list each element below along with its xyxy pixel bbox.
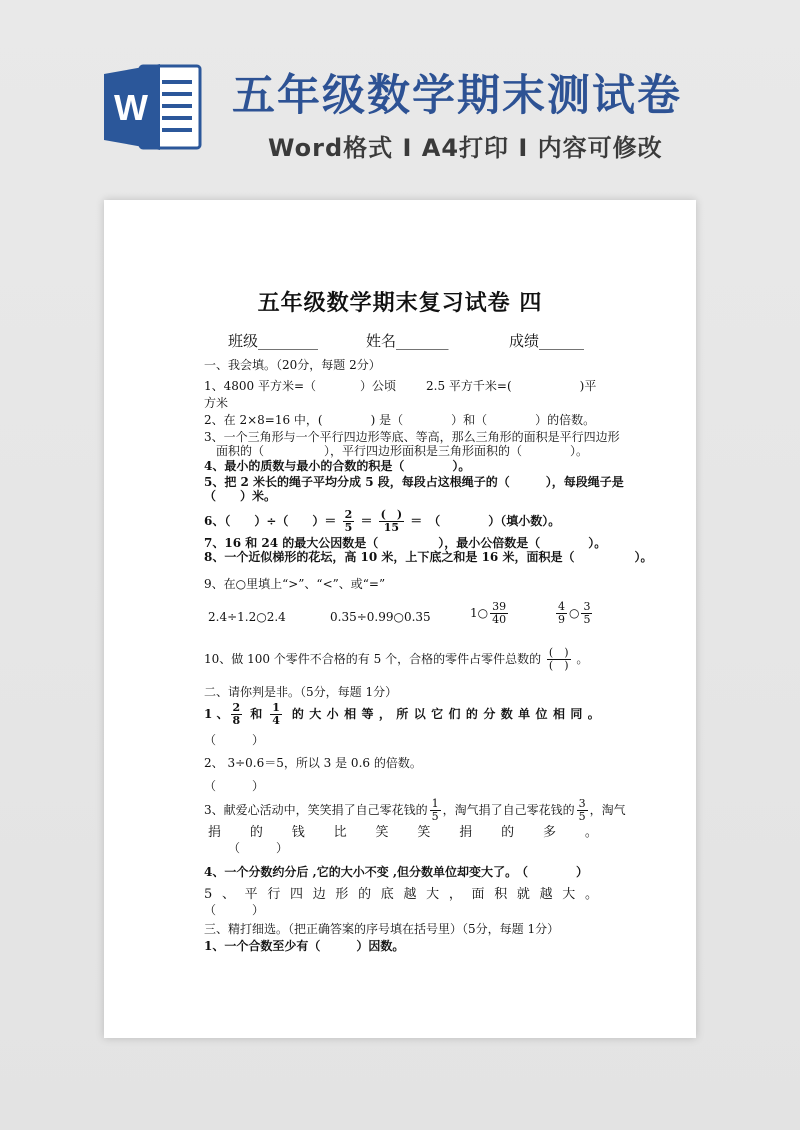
fraction: $\frac{4}{9}$ bbox=[558, 600, 565, 626]
section1-heading: 一、我会填。（20分，每题 2分） bbox=[204, 358, 381, 372]
score-field: 成绩______ bbox=[509, 332, 585, 350]
answer-paren-1: （ ） bbox=[204, 733, 265, 747]
fraction: $\frac{( )}{( )}$ bbox=[548, 646, 569, 672]
judge-question-1: 1 、 $\frac{2}{8}$ 和 $\frac{1}{4}$ 的 大 小 相 等 ， 所 以 它 们 的 分 数 单 位 相 同 。 bbox=[204, 700, 600, 727]
answer-paren-4: （ ） bbox=[516, 865, 589, 879]
exam-paper bbox=[104, 200, 696, 1038]
question-3-line1: 3、一个三角形与一个平行四边形等底、等高，那么三角形的面积是平行四边形 bbox=[204, 430, 620, 444]
judge-question-5: 5 、 平 行 四 边 形 的 底 越 大 ， 面 积 就 越 大 。 bbox=[204, 887, 598, 902]
fraction: $\frac{3}{5}$ bbox=[578, 797, 586, 823]
judge-question-2: 2、 3÷0.6＝5，所以 3 是 0.6 的倍数。 bbox=[204, 756, 422, 770]
name-field: 姓名_______ bbox=[366, 332, 449, 350]
answer-paren-3: （ ） bbox=[228, 841, 289, 855]
answer-paren-5: （ ） bbox=[204, 903, 265, 917]
choice-question-1: 1、一个合数至少有（ ）因数。 bbox=[204, 939, 405, 953]
fraction: $\frac{2}{8}$ bbox=[232, 700, 241, 727]
q9-item-4: $\frac{4}{9}$ ○ $\frac{3}{5}$ bbox=[558, 600, 591, 626]
class-field: 班级________ bbox=[228, 332, 319, 350]
fraction: $\frac{2}{5}$ bbox=[344, 508, 353, 534]
banner bbox=[0, 0, 800, 190]
answer-paren-2: （ ） bbox=[204, 779, 265, 793]
question-6: 6、（ ）÷（ ）＝ $\frac{2}{5}$ ＝ $\frac{( )}{15}$ ＝ （ ）（填小数）。 bbox=[204, 508, 561, 534]
q1-part-b: 2.5 平方千米=( )平 bbox=[426, 379, 597, 393]
question-5-line1: 5、把 2 米长的绳子平均分成 5 段，每段占这根绳子的（ ），每段绳子是 bbox=[204, 475, 624, 489]
word-icon-letter: W bbox=[114, 87, 148, 128]
q1-part-a: 1、4800 平方米=（ ）公顷 bbox=[204, 379, 397, 393]
question-2: 2、在 2×8=16 中，( ) 是（ ）和（ ）的倍数。 bbox=[204, 413, 596, 427]
fraction: $\frac{1}{5}$ bbox=[431, 797, 439, 823]
fraction: $\frac{3}{5}$ bbox=[583, 600, 591, 626]
word-doc-icon bbox=[104, 62, 204, 152]
q1-continuation: 方米 bbox=[204, 396, 229, 410]
section2-heading: 二、请你判是非。（5分，每题 1分） bbox=[204, 685, 398, 699]
question-4: 4、最小的质数与最小的合数的积是（ ）。 bbox=[204, 459, 471, 473]
question-7: 7、16 和 24 的最大公因数是（ ），最小公倍数是（ ）。 bbox=[204, 536, 607, 550]
judge-question-4: 4、一个分数约分后 ,它的大小不变 ,但分数单位却变大了。 bbox=[204, 865, 518, 879]
fraction: $\frac{39}{40}$ bbox=[492, 600, 507, 626]
question-9-prompt: 9、在○里填上“>”、“<”、或“=” bbox=[204, 577, 386, 591]
question-3-line2: 面积的（ ），平行四边形面积是三角形面积的（ ）。 bbox=[216, 444, 589, 458]
section3-heading: 三、精打细选。（把正确答案的序号填在括号里）（5分，每题 1分） bbox=[204, 922, 560, 936]
banner-title: 五年级数学期末测试卷 bbox=[232, 71, 682, 121]
banner-subtitle: Word格式 I A4打印 I 内容可修改 bbox=[268, 134, 663, 162]
exam-title: 五年级数学期末复习试卷 四 bbox=[257, 290, 543, 316]
q9-item-3: 1○ $\frac{39}{40}$ bbox=[470, 600, 507, 626]
question-8: 8、一个近似梯形的花坛，高 10 米，上下底之和是 16 米，面积是（ ）。 bbox=[204, 550, 653, 564]
question-10: 10、做 100 个零件不合格的有 5 个，合格的零件占零件总数的 $\frac{( )}{( )}$ 。 bbox=[204, 646, 589, 672]
fraction: $\frac{1}{4}$ bbox=[272, 700, 280, 727]
judge-question-3-line1: 3、献爱心活动中，笑笑捐了自己零花钱的 $\frac{1}{5}$ ，淘气捐了自己零花钱的 $\frac{3}{5}$ ，淘气 bbox=[204, 797, 626, 823]
q9-item-2: 0.35÷0.99○0.35 bbox=[330, 610, 431, 624]
question-5-line2: （ ）米。 bbox=[204, 489, 277, 503]
fraction: $\frac{( )}{15}$ bbox=[380, 508, 403, 534]
judge-question-3-line2: 捐 的 钱 比 笑 笑 捐 的 多 。 bbox=[208, 825, 598, 840]
q9-item-1: 2.4÷1.2○2.4 bbox=[208, 610, 286, 624]
